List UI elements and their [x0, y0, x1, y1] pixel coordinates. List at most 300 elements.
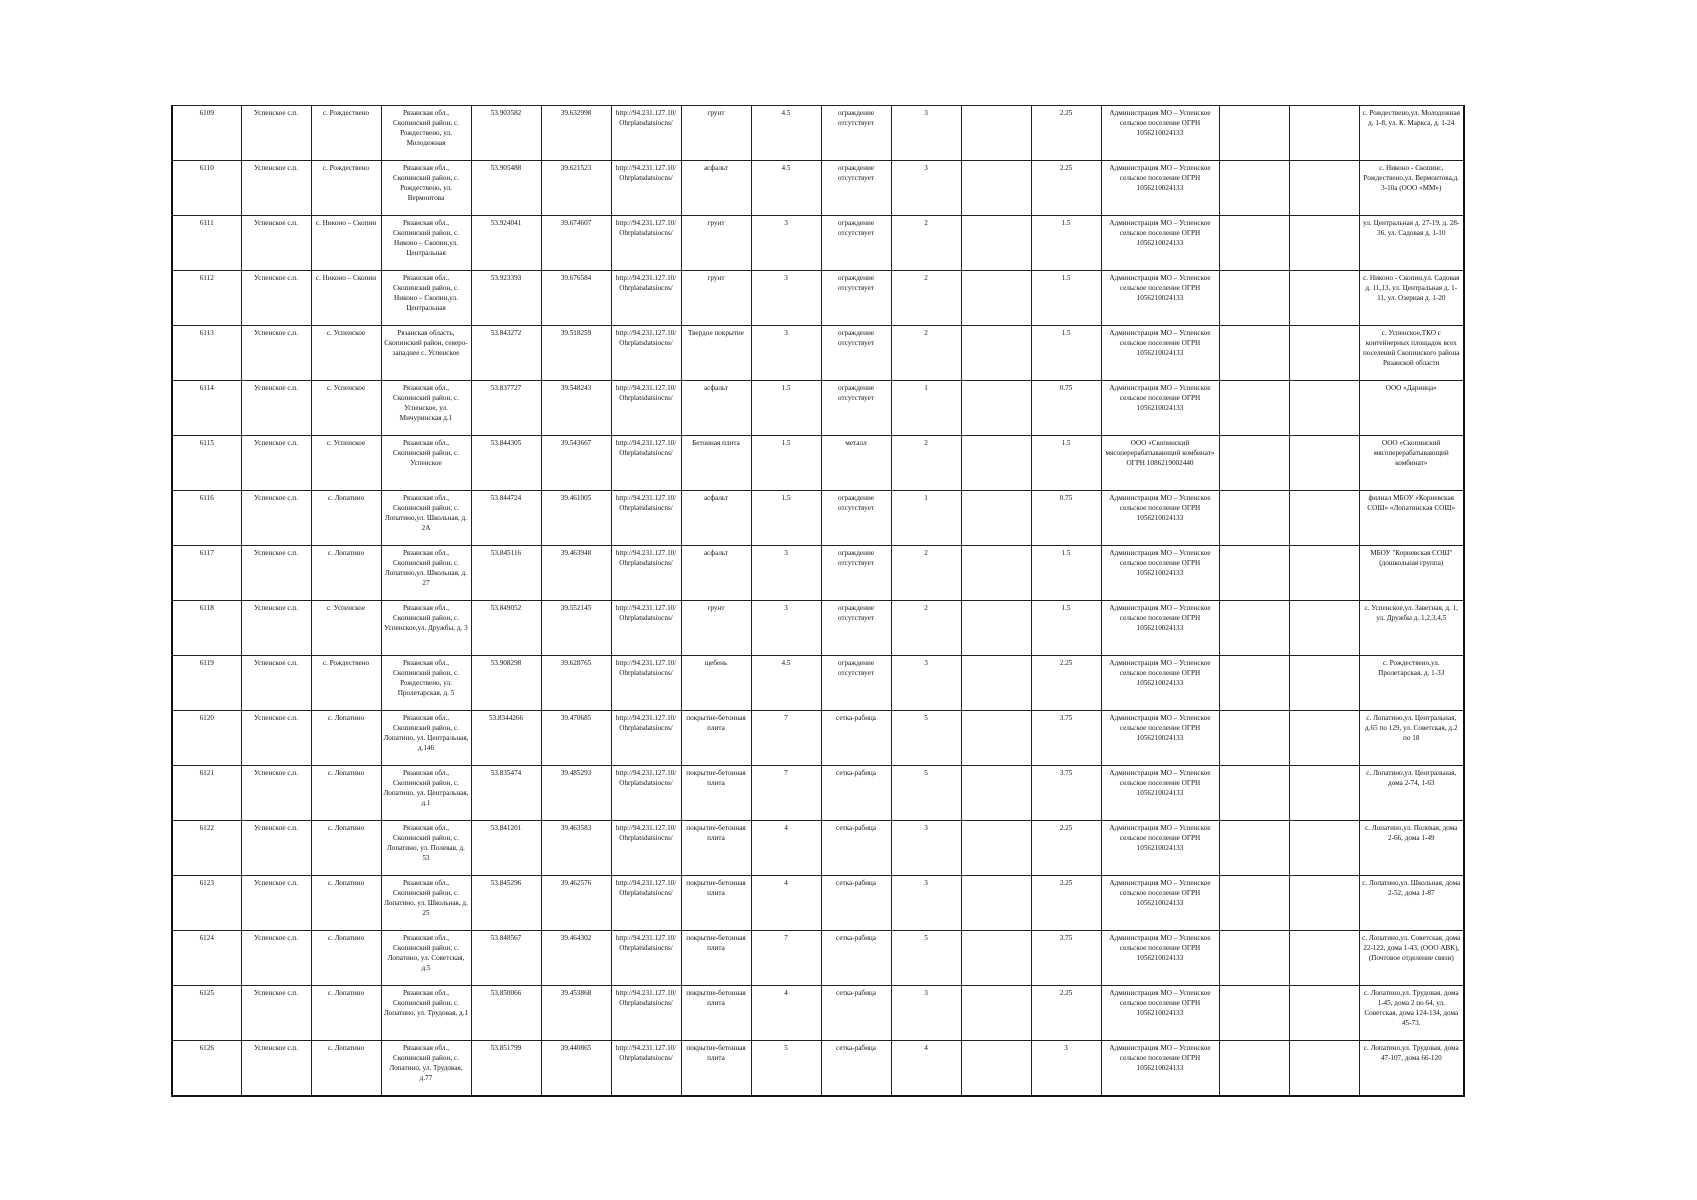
cell-empty: [1289, 106, 1359, 161]
cell-url: http://94.231.127.10/Ohrplatsdatsiocns/: [611, 436, 681, 491]
cell-volume: 2.25: [1031, 986, 1101, 1041]
cell-empty: [1289, 656, 1359, 711]
cell-settlement: Успенское с.п.: [241, 986, 311, 1041]
cell-fence: сетка-рабица: [821, 931, 891, 986]
cell-volume: 2.25: [1031, 656, 1101, 711]
cell-owner: Администрация МО – Успенское сельское поселение ОГРН 1056210024133: [1101, 986, 1219, 1041]
cell-lon: 39.552145: [541, 601, 611, 656]
cell-containers: 4: [891, 1041, 961, 1097]
cell-locality: с. Успенское: [311, 436, 381, 491]
cell-area: 1.5: [751, 491, 821, 546]
cell-owner: Администрация МО – Успенское сельское поселение ОГРН 1056210024133: [1101, 766, 1219, 821]
cell-lat: 53.845296: [471, 876, 541, 931]
cell-settlement: Успенское с.п.: [241, 491, 311, 546]
cell-empty: [961, 271, 1031, 326]
cell-area: 4: [751, 821, 821, 876]
cell-empty: [1219, 271, 1289, 326]
cell-empty: [1219, 216, 1289, 271]
cell-fence: ограждение отсутствует: [821, 106, 891, 161]
cell-lon: 39.548243: [541, 381, 611, 436]
cell-locality: с. Рождествено: [311, 656, 381, 711]
cell-surface: покрытие-бетонная плита: [681, 986, 751, 1041]
cell-empty: [961, 106, 1031, 161]
cell-sources: с. Лопатино,ул. Советская, дома 22-122, дома 1-43, (ООО АВК), (Почтовое отделение связи): [1359, 931, 1464, 986]
registry-table: [171, 105, 1465, 1097]
cell-owner: Администрация МО – Успенское сельское поселение ОГРН 1056210024133: [1101, 271, 1219, 326]
cell-empty: [961, 876, 1031, 931]
cell-empty: [1289, 1041, 1359, 1097]
cell-owner: Администрация МО – Успенское сельское поселение ОГРН 1056210024133: [1101, 546, 1219, 601]
cell-address: Рязанская обл., Скопинский район, с. Лопатино, ул. Трудовая, д.1: [381, 986, 471, 1041]
cell-surface: покрытие-бетонная плита: [681, 821, 751, 876]
cell-empty: [1289, 491, 1359, 546]
table-row: [172, 106, 1464, 161]
cell-empty: [1289, 766, 1359, 821]
cell-url: http://94.231.127.10/Ohrplatsdatsiocns/: [611, 161, 681, 216]
cell-num: 6121: [172, 766, 241, 821]
table-row: [172, 491, 1464, 546]
table-row: [172, 931, 1464, 986]
cell-locality: с. Лопатино: [311, 876, 381, 931]
cell-area: 3: [751, 546, 821, 601]
cell-empty: [1289, 931, 1359, 986]
cell-empty: [961, 766, 1031, 821]
cell-lat: 53.837727: [471, 381, 541, 436]
cell-locality: с. Лопатино: [311, 1041, 381, 1097]
cell-address: Рязанская обл., Скопинский район, с. Лопатино, ул. Советская, д.5: [381, 931, 471, 986]
cell-address: Рязанская обл., Скопинский район, с. Лопатино,ул. Школьная, д. 27: [381, 546, 471, 601]
cell-fence: ограждение отсутствует: [821, 216, 891, 271]
cell-empty: [961, 711, 1031, 766]
cell-settlement: Успенское с.п.: [241, 381, 311, 436]
cell-owner: Администрация МО – Успенское сельское поселение ОГРН 1056210024133: [1101, 656, 1219, 711]
cell-sources: с. Никоно - Скопинс, Рождествено,ул. Вермонтова,д. 3-10а (ООО «ММ»): [1359, 161, 1464, 216]
cell-address: Рязанская обл., Скопинский район, с. Лопатино, ул. Центральная, д.146: [381, 711, 471, 766]
cell-sources: филиал МБОУ «Корневская СОШ» «Лопатинская СОШ»: [1359, 491, 1464, 546]
cell-containers: 5: [891, 931, 961, 986]
cell-empty: [961, 381, 1031, 436]
cell-sources: с. Лопатино,ул. Центральная, дома 2-74, 1-63: [1359, 766, 1464, 821]
cell-sources: с. Лопатино,ул. Центральная, д.65 по 129, ул. Советская, д.2 по 18: [1359, 711, 1464, 766]
cell-sources: с. Успенское,ул. Заветная, д. 1, ул. Дружбы д. 1,2,3,4,5: [1359, 601, 1464, 656]
cell-empty: [961, 326, 1031, 381]
cell-lon: 39.463583: [541, 821, 611, 876]
cell-area: 3: [751, 326, 821, 381]
cell-empty: [961, 491, 1031, 546]
cell-address: Рязанская обл., Скопинский район, с. Лопатино, ул. Трудовая, д.77: [381, 1041, 471, 1097]
cell-url: http://94.231.127.10/Ohrplatsdatsiocns/: [611, 106, 681, 161]
cell-lon: 39.621523: [541, 161, 611, 216]
cell-area: 1.5: [751, 436, 821, 491]
cell-owner: Администрация МО – Успенское сельское поселение ОГРН 1056210024133: [1101, 711, 1219, 766]
cell-empty: [961, 821, 1031, 876]
cell-url: http://94.231.127.10/Ohrplatsdatsiocns/: [611, 326, 681, 381]
cell-containers: 5: [891, 766, 961, 821]
cell-owner: Администрация МО – Успенское сельское поселение ОГРН 1056210024133: [1101, 931, 1219, 986]
cell-volume: 1.5: [1031, 216, 1101, 271]
cell-url: http://94.231.127.10/Ohrplatsdatsiocns/: [611, 601, 681, 656]
cell-lat: 53.845116: [471, 546, 541, 601]
cell-settlement: Успенское с.п.: [241, 546, 311, 601]
cell-locality: с. Никоно – Скопин: [311, 216, 381, 271]
cell-address: Рязанская обл., Скопинский район, с. Лопатино,ул. Школьная, д. 2А: [381, 491, 471, 546]
cell-num: 6120: [172, 711, 241, 766]
cell-area: 1.5: [751, 381, 821, 436]
cell-settlement: Успенское с.п.: [241, 1041, 311, 1097]
cell-num: 6116: [172, 491, 241, 546]
cell-sources: с. Успенское,ТКО с контейнерных площадок всех поселений Скопинского района Рязанской области: [1359, 326, 1464, 381]
cell-url: http://94.231.127.10/Ohrplatsdatsiocns/: [611, 986, 681, 1041]
cell-address: Рязанская обл., Скопинский район, с. Рождествено, ул. Пролетарская, д. 5: [381, 656, 471, 711]
table-body: [172, 106, 1464, 1097]
cell-fence: сетка-рабица: [821, 986, 891, 1041]
cell-lon: 39.674607: [541, 216, 611, 271]
table-row: [172, 546, 1464, 601]
cell-sources: ООО «Скопинский мясоперерабатывающий комбинат»: [1359, 436, 1464, 491]
cell-locality: с. Лопатино: [311, 711, 381, 766]
cell-url: http://94.231.127.10/Ohrplatsdatsiocns/: [611, 1041, 681, 1097]
cell-lon: 39.518259: [541, 326, 611, 381]
cell-lat: 53.850066: [471, 986, 541, 1041]
cell-url: http://94.231.127.10/Ohrplatsdatsiocns/: [611, 546, 681, 601]
cell-fence: сетка-рабица: [821, 876, 891, 931]
cell-empty: [1219, 381, 1289, 436]
cell-empty: [1289, 436, 1359, 491]
cell-locality: с. Лопатино: [311, 931, 381, 986]
cell-url: http://94.231.127.10/Ohrplatsdatsiocns/: [611, 381, 681, 436]
cell-volume: 2.25: [1031, 876, 1101, 931]
cell-surface: покрытие-бетонная плита: [681, 711, 751, 766]
cell-volume: 1.5: [1031, 601, 1101, 656]
cell-lat: 53.835474: [471, 766, 541, 821]
cell-volume: 3: [1031, 1041, 1101, 1097]
cell-sources: МБОУ "Корневская СОШ" (дошкольная группа): [1359, 546, 1464, 601]
cell-owner: Администрация МО – Успенское сельское поселение ОГРН 1056210024133: [1101, 326, 1219, 381]
cell-sources: с. Лопатино,ул. Трудовая, дома 47-107, дома 66-120: [1359, 1041, 1464, 1097]
cell-fence: сетка-рабица: [821, 1041, 891, 1097]
cell-area: 7: [751, 711, 821, 766]
cell-volume: 1.5: [1031, 271, 1101, 326]
cell-surface: покрытие-бетонная плита: [681, 931, 751, 986]
cell-lon: 39.470685: [541, 711, 611, 766]
cell-empty: [1219, 436, 1289, 491]
cell-lon: 39.485293: [541, 766, 611, 821]
cell-url: http://94.231.127.10/Ohrplatsdatsiocns/: [611, 656, 681, 711]
cell-num: 6113: [172, 326, 241, 381]
cell-num: 6118: [172, 601, 241, 656]
cell-lon: 39.632998: [541, 106, 611, 161]
cell-empty: [1289, 546, 1359, 601]
table-row: [172, 326, 1464, 381]
cell-surface: Твердое покрытие: [681, 326, 751, 381]
cell-area: 3: [751, 216, 821, 271]
cell-owner: ООО «Скопинский мясоперерабатывающий комбинат» ОГРН 1086219002440: [1101, 436, 1219, 491]
cell-locality: с. Успенское: [311, 601, 381, 656]
cell-sources: ул. Центральная д. 27-19, д. 28-36, ул. Садовая д. 1-10: [1359, 216, 1464, 271]
cell-num: 6109: [172, 106, 241, 161]
cell-containers: 2: [891, 271, 961, 326]
table-row: [172, 381, 1464, 436]
table-row: [172, 271, 1464, 326]
cell-url: http://94.231.127.10/Ohrplatsdatsiocns/: [611, 491, 681, 546]
cell-empty: [1219, 491, 1289, 546]
cell-surface: грунт: [681, 601, 751, 656]
cell-fence: ограждение отсутствует: [821, 656, 891, 711]
table-row: [172, 601, 1464, 656]
cell-empty: [1289, 326, 1359, 381]
cell-num: 6112: [172, 271, 241, 326]
cell-num: 6119: [172, 656, 241, 711]
cell-volume: 1.5: [1031, 546, 1101, 601]
cell-fence: ограждение отсутствует: [821, 601, 891, 656]
cell-url: http://94.231.127.10/Ohrplatsdatsiocns/: [611, 216, 681, 271]
cell-containers: 1: [891, 491, 961, 546]
cell-lat: 53.848567: [471, 931, 541, 986]
cell-volume: 3.75: [1031, 711, 1101, 766]
cell-settlement: Успенское с.п.: [241, 931, 311, 986]
cell-surface: щебень: [681, 656, 751, 711]
cell-lon: 39.440865: [541, 1041, 611, 1097]
cell-num: 6117: [172, 546, 241, 601]
cell-locality: с. Успенское: [311, 381, 381, 436]
cell-num: 6123: [172, 876, 241, 931]
cell-empty: [1219, 106, 1289, 161]
cell-empty: [961, 601, 1031, 656]
cell-empty: [1219, 821, 1289, 876]
cell-locality: с. Рождествено: [311, 106, 381, 161]
cell-owner: Администрация МО – Успенское сельское поселение ОГРН 1056210024133: [1101, 216, 1219, 271]
cell-owner: Администрация МО – Успенское сельское поселение ОГРН 1056210024133: [1101, 876, 1219, 931]
cell-area: 7: [751, 766, 821, 821]
cell-area: 3: [751, 271, 821, 326]
cell-address: Рязанская обл., Скопинский район, с. Никоно – Скопин,ул. Центральная: [381, 216, 471, 271]
cell-containers: 3: [891, 821, 961, 876]
cell-containers: 3: [891, 876, 961, 931]
cell-settlement: Успенское с.п.: [241, 106, 311, 161]
cell-empty: [961, 216, 1031, 271]
cell-locality: с. Успенское: [311, 326, 381, 381]
cell-containers: 2: [891, 326, 961, 381]
cell-surface: покрытие-бетонная плита: [681, 1041, 751, 1097]
cell-empty: [1219, 876, 1289, 931]
cell-lat: 53.923393: [471, 271, 541, 326]
cell-surface: асфальт: [681, 381, 751, 436]
cell-lat: 53.841201: [471, 821, 541, 876]
cell-lon: 39.676584: [541, 271, 611, 326]
cell-settlement: Успенское с.п.: [241, 271, 311, 326]
cell-address: Рязанская обл., Скопинский район, с. Лопатино, ул. Полевая, д. 53: [381, 821, 471, 876]
cell-area: 4: [751, 986, 821, 1041]
cell-sources: с. Лопатино,ул. Школьная, дома 2-52, дома 1-87: [1359, 876, 1464, 931]
cell-area: 3: [751, 601, 821, 656]
cell-empty: [1289, 986, 1359, 1041]
cell-containers: 3: [891, 161, 961, 216]
table-row: [172, 766, 1464, 821]
cell-containers: 3: [891, 986, 961, 1041]
cell-sources: с. Никоно - Скопин,ул. Садовая д. 11,13, ул. Центральная д. 1-11, ул. Озерная д. 1-20: [1359, 271, 1464, 326]
cell-empty: [1219, 326, 1289, 381]
cell-address: Рязанская обл., Скопинский район, с. Лопатино, ул. Школьная, д. 25: [381, 876, 471, 931]
cell-empty: [1289, 711, 1359, 766]
cell-surface: асфальт: [681, 161, 751, 216]
cell-settlement: Успенское с.п.: [241, 766, 311, 821]
cell-empty: [961, 931, 1031, 986]
cell-settlement: Успенское с.п.: [241, 161, 311, 216]
cell-empty: [1289, 601, 1359, 656]
table-row: [172, 711, 1464, 766]
cell-fence: ограждение отсутствует: [821, 546, 891, 601]
cell-volume: 3.75: [1031, 766, 1101, 821]
cell-address: Рязанская обл., Скопинский район, с. Успенское: [381, 436, 471, 491]
cell-owner: Администрация МО – Успенское сельское поселение ОГРН 1056210024133: [1101, 601, 1219, 656]
cell-empty: [961, 1041, 1031, 1097]
cell-lon: 39.628765: [541, 656, 611, 711]
cell-volume: 1.5: [1031, 436, 1101, 491]
cell-fence: сетка-рабица: [821, 821, 891, 876]
table-row: [172, 1041, 1464, 1097]
cell-sources: с. Рождествено,ул. Пролетарская, д. 1-33: [1359, 656, 1464, 711]
cell-sources: с. Рождествено,ул. Молодежная д. 1-8, ул. К. Маркса, д. 1-24: [1359, 106, 1464, 161]
cell-lon: 39.463948: [541, 546, 611, 601]
cell-surface: асфальт: [681, 546, 751, 601]
table-row: [172, 436, 1464, 491]
cell-lat: 53.903582: [471, 106, 541, 161]
cell-empty: [1219, 766, 1289, 821]
cell-owner: Администрация МО – Успенское сельское поселение ОГРН 1056210024133: [1101, 821, 1219, 876]
cell-num: 6122: [172, 821, 241, 876]
cell-lon: 39.462576: [541, 876, 611, 931]
cell-empty: [1219, 601, 1289, 656]
cell-empty: [961, 546, 1031, 601]
cell-volume: 2.25: [1031, 821, 1101, 876]
cell-lat: 53.924041: [471, 216, 541, 271]
cell-num: 6111: [172, 216, 241, 271]
cell-containers: 3: [891, 106, 961, 161]
cell-empty: [1289, 876, 1359, 931]
cell-area: 4.5: [751, 106, 821, 161]
table-row: [172, 161, 1464, 216]
cell-num: 6126: [172, 1041, 241, 1097]
cell-volume: 0.75: [1031, 381, 1101, 436]
cell-fence: сетка-рабица: [821, 766, 891, 821]
cell-empty: [1289, 161, 1359, 216]
cell-empty: [961, 986, 1031, 1041]
cell-empty: [1289, 216, 1359, 271]
cell-address: Рязанская область, Скопинский район, северо-западнее с. Успенское: [381, 326, 471, 381]
cell-surface: Бетонная плита: [681, 436, 751, 491]
cell-url: http://94.231.127.10/Ohrplatsdatsiocns/: [611, 931, 681, 986]
cell-lon: 39.464302: [541, 931, 611, 986]
cell-num: 6124: [172, 931, 241, 986]
cell-address: Рязанская обл., Скопинский район, с. Лопатино, ул. Центральная, д.1: [381, 766, 471, 821]
cell-empty: [1219, 986, 1289, 1041]
cell-sources: ООО «Дарница»: [1359, 381, 1464, 436]
cell-sources: с. Лопатино,ул. Трудовая, дома 1-45, дома 2 по 64, ул. Советская, дома 124-134, дома 45-73.: [1359, 986, 1464, 1041]
cell-locality: с. Лопатино: [311, 491, 381, 546]
cell-containers: 2: [891, 436, 961, 491]
table-row: [172, 876, 1464, 931]
cell-empty: [1219, 931, 1289, 986]
cell-fence: ограждение отсутствует: [821, 271, 891, 326]
cell-owner: Администрация МО – Успенское сельское поселение ОГРН 1056210024133: [1101, 161, 1219, 216]
cell-lon: 39.543667: [541, 436, 611, 491]
cell-address: Рязанская обл., Скопинский район, с. Никоно – Скопин,ул. Центральная: [381, 271, 471, 326]
cell-lon: 39.461005: [541, 491, 611, 546]
cell-area: 7: [751, 931, 821, 986]
cell-surface: грунт: [681, 216, 751, 271]
cell-url: http://94.231.127.10/Ohrplatsdatsiocns/: [611, 711, 681, 766]
cell-empty: [961, 656, 1031, 711]
cell-fence: ограждение отсутствует: [821, 491, 891, 546]
cell-surface: грунт: [681, 271, 751, 326]
cell-surface: грунт: [681, 106, 751, 161]
cell-surface: покрытие-бетонная плита: [681, 766, 751, 821]
cell-settlement: Успенское с.п.: [241, 821, 311, 876]
cell-num: 6115: [172, 436, 241, 491]
cell-empty: [961, 161, 1031, 216]
cell-volume: 0.75: [1031, 491, 1101, 546]
cell-area: 4.5: [751, 161, 821, 216]
cell-num: 6110: [172, 161, 241, 216]
cell-url: http://94.231.127.10/Ohrplatsdatsiocns/: [611, 766, 681, 821]
cell-owner: Администрация МО – Успенское сельское поселение ОГРН 1056210024133: [1101, 491, 1219, 546]
cell-url: http://94.231.127.10/Ohrplatsdatsiocns/: [611, 876, 681, 931]
cell-empty: [1219, 711, 1289, 766]
cell-settlement: Успенское с.п.: [241, 876, 311, 931]
cell-url: http://94.231.127.10/Ohrplatsdatsiocns/: [611, 271, 681, 326]
cell-fence: металл: [821, 436, 891, 491]
cell-lat: 53.849052: [471, 601, 541, 656]
cell-locality: с. Лопатино: [311, 546, 381, 601]
cell-volume: 1.5: [1031, 326, 1101, 381]
cell-lat: 53.843272: [471, 326, 541, 381]
cell-owner: Администрация МО – Успенское сельское поселение ОГРН 1056210024133: [1101, 381, 1219, 436]
cell-settlement: Успенское с.п.: [241, 601, 311, 656]
cell-volume: 2.25: [1031, 106, 1101, 161]
table-row: [172, 986, 1464, 1041]
cell-volume: 2.25: [1031, 161, 1101, 216]
cell-containers: 1: [891, 381, 961, 436]
cell-settlement: Успенское с.п.: [241, 436, 311, 491]
cell-lat: 53.851799: [471, 1041, 541, 1097]
cell-empty: [1289, 271, 1359, 326]
cell-area: 5: [751, 1041, 821, 1097]
cell-empty: [1219, 656, 1289, 711]
cell-empty: [1219, 161, 1289, 216]
cell-lat: 53.844305: [471, 436, 541, 491]
cell-address: Рязанская обл., Скопинский район, с. Рождествено, ул. Вермонтова: [381, 161, 471, 216]
cell-locality: с. Рождествено: [311, 161, 381, 216]
cell-lat: 53.908298: [471, 656, 541, 711]
cell-empty: [1289, 381, 1359, 436]
cell-containers: 2: [891, 546, 961, 601]
cell-settlement: Успенское с.п.: [241, 656, 311, 711]
cell-locality: с. Никоно – Скопин: [311, 271, 381, 326]
cell-sources: с. Лопатино,ул. Полевая, дома 2-66, дома 1-49: [1359, 821, 1464, 876]
table-row: [172, 216, 1464, 271]
cell-settlement: Успенское с.п.: [241, 326, 311, 381]
cell-containers: 5: [891, 711, 961, 766]
cell-owner: Администрация МО – Успенское сельское поселение ОГРН 1056210024133: [1101, 1041, 1219, 1097]
cell-fence: сетка-рабица: [821, 711, 891, 766]
cell-locality: с. Лопатино: [311, 986, 381, 1041]
cell-lat: 53.8344266: [471, 711, 541, 766]
cell-empty: [961, 436, 1031, 491]
cell-surface: покрытие-бетонная плита: [681, 876, 751, 931]
cell-empty: [1219, 546, 1289, 601]
cell-num: 6114: [172, 381, 241, 436]
cell-empty: [1289, 821, 1359, 876]
